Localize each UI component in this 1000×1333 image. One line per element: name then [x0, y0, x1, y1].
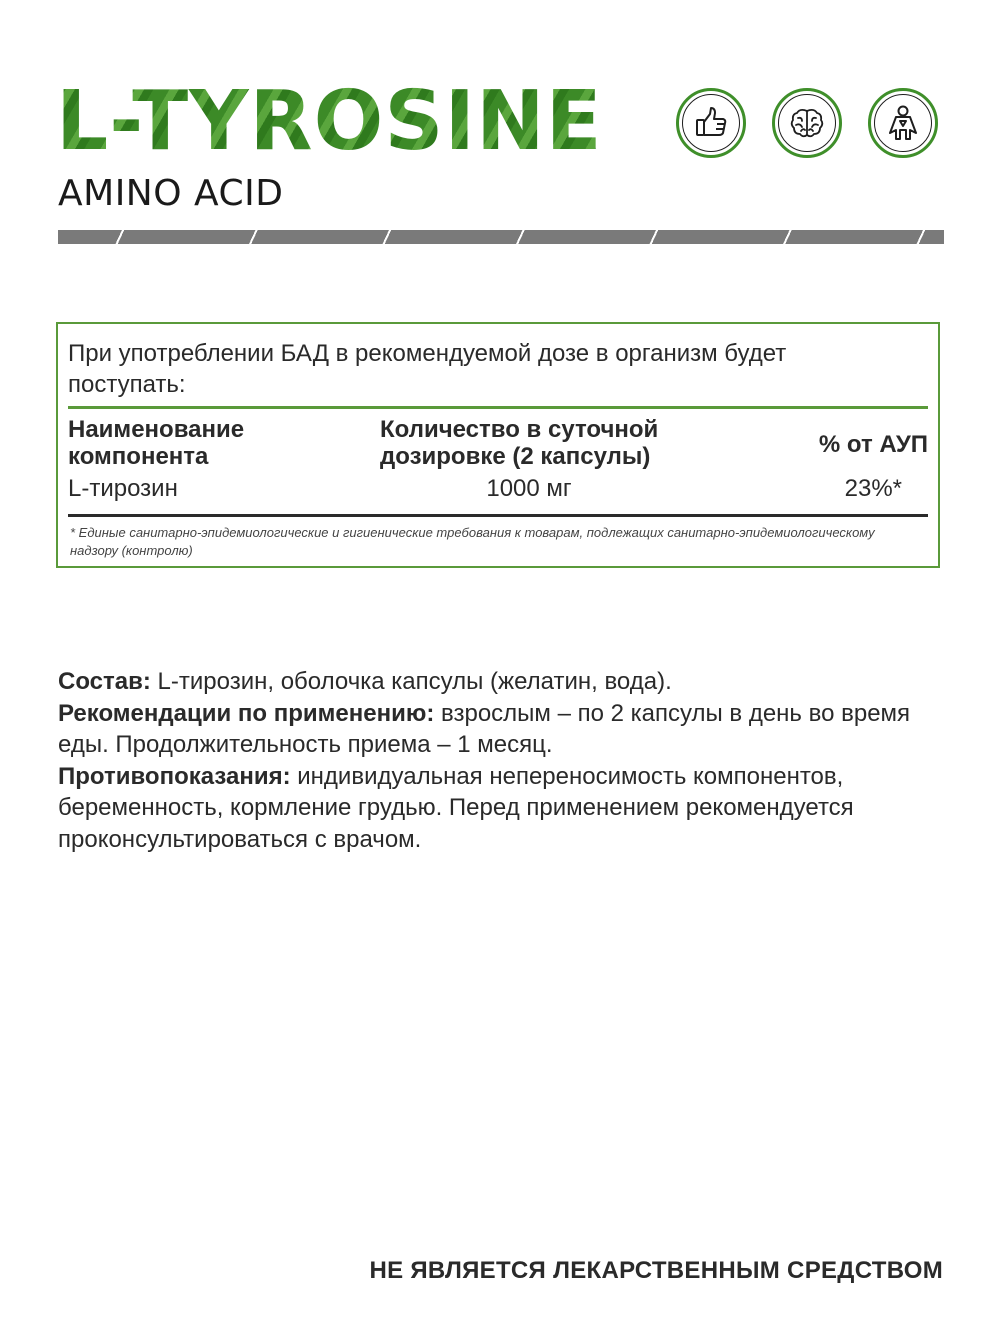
contraindications-paragraph [58, 761, 948, 856]
footnote: * Единые санитарно-эпидемиологические и гигиенические требования к товарам, подлежащих санитарно-эпидемиологическому надзору (контролю) [70, 525, 875, 558]
contraindications-label: Противопоказания: [58, 762, 291, 790]
usage-paragraph [58, 698, 948, 761]
thumbs-up-icon [676, 88, 746, 158]
table-cell-percent: 23%* [844, 475, 902, 502]
composition-label: Состав: [58, 668, 151, 695]
intro-text: При употреблении БАД в рекомендуемой дозе в организм будет поступать: [68, 340, 787, 398]
product-description [58, 666, 948, 855]
not-medicine-disclaimer: НЕ ЯВЛЯЕТСЯ ЛЕКАРСТВЕННЫМ СРЕДСТВОМ [369, 1257, 943, 1284]
table-cell-quantity: 1000 мг [486, 475, 572, 502]
decorative-stripe [58, 230, 944, 244]
column-header-quantity: Количество в суточной дозировке (2 капсулы) [380, 416, 659, 470]
table-bottom-divider [68, 514, 928, 517]
usage-text: взрослым – по 2 капсулы в день во время еды. Продолжительность приема – 1 месяц. [58, 699, 911, 758]
table-top-divider [68, 406, 928, 409]
product-title: L-TYROSINE [56, 74, 603, 169]
product-subtitle: AMINO ACID [58, 173, 284, 214]
composition-text: L-тирозин, оболочка капсулы (желатин, вода). [150, 668, 672, 695]
composition-paragraph [58, 666, 948, 698]
brain-icon [772, 88, 842, 158]
benefit-icons [676, 88, 938, 158]
nutrition-info-box [56, 322, 940, 568]
column-header-name: Наименование компонента [68, 416, 245, 470]
contraindications-text: индивидуальная непереносимость компонентов, беременность, кормление грудью. Перед применением рекомендуется проконсультироваться с врачом. [58, 762, 854, 853]
usage-label: Рекомендации по применению: [58, 699, 435, 727]
column-header-percent: % от АУП [818, 431, 928, 458]
superhero-icon [868, 88, 938, 158]
table-cell-name: L-тирозин [68, 475, 178, 502]
